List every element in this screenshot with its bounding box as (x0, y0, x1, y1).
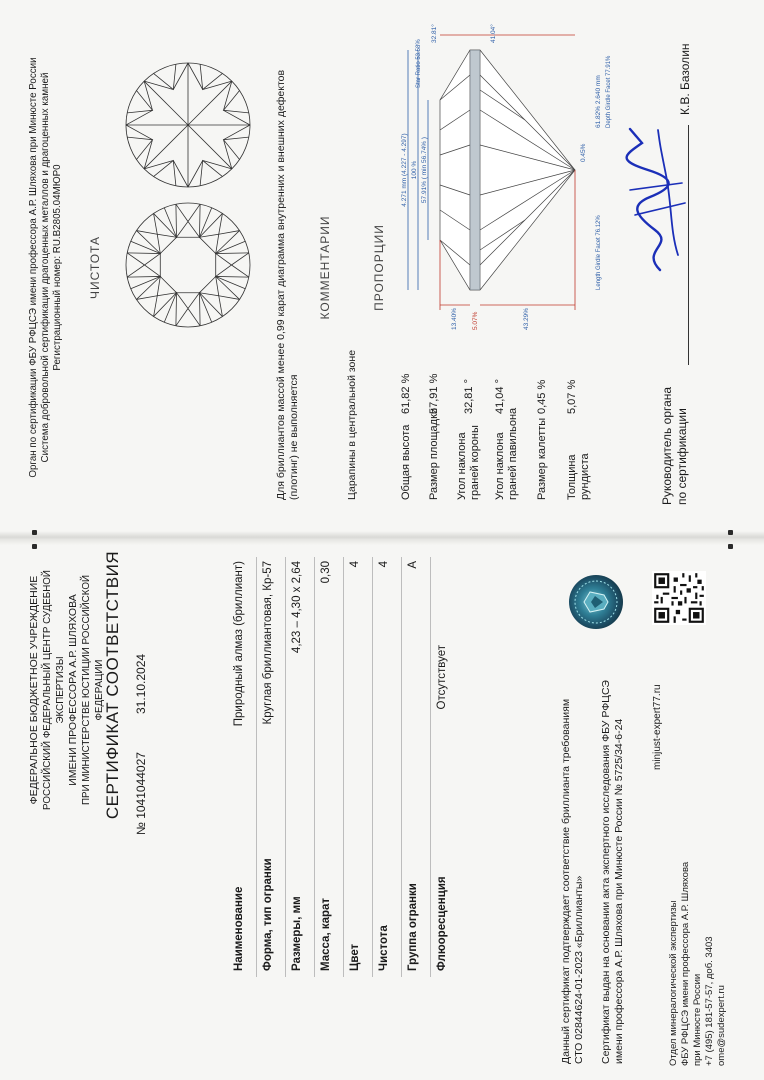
diamond-profile-diagram (400, 15, 615, 350)
depth-label: 61.82% 2.640 mm (595, 75, 602, 128)
statement-line: СТО 02844624-01-2023 «Бриллианты» (573, 875, 585, 1064)
culet-label: 0.45% (580, 143, 587, 162)
note-line: (плотинг) не выполняется (288, 374, 300, 500)
proportions-title: ПРОПОРЦИИ (372, 224, 386, 311)
row-label: Флюоресценция (436, 876, 448, 971)
row-value: А (407, 561, 419, 569)
table-row (228, 557, 257, 977)
proportion-label: Угол наклона (456, 432, 468, 500)
issue-line: имени профессора А.Р. Шляхова при Минюсте России № 5725/34-6-24 (613, 718, 625, 1064)
proportion-value: 57,91 % (428, 373, 440, 414)
girdle-label: 5.07% (472, 311, 479, 330)
table-row (402, 557, 431, 977)
table-row (431, 557, 459, 977)
issue-line: Сертификат выдан на основании акта экспертного исследования ФБУ РФЦСЭ (600, 680, 612, 1064)
proportion-value: 0,45 % (536, 379, 548, 414)
issuer-line: РОССИЙСКИЙ ФЕДЕРАЛЬНЫЙ ЦЕНТР СУДЕБНОЙ ЭКСПЕРТИЗЫ (42, 570, 66, 810)
row-label: Наименование (233, 886, 245, 971)
handwritten-signature-icon (600, 125, 710, 275)
length-words-label: Length Girdle Facet 76.12% (596, 215, 602, 290)
proportion-value: 61,82 % (400, 373, 412, 414)
body-line: Регистрационный номер: RU.В2805.04МЮР0 (52, 164, 63, 371)
table-row (257, 557, 286, 977)
diamond-bottom-view-icon (118, 55, 258, 195)
row-label: Форма, тип огранки (262, 858, 274, 971)
gem-attributes-table (228, 547, 468, 977)
depth-words-label: Depth Girdle Facet 77.91% (606, 55, 612, 128)
proportions-page (0, 0, 764, 535)
table-row (344, 557, 373, 977)
signature-title (660, 387, 690, 505)
signer-name: К.В. Базолин (678, 43, 692, 115)
issue-basis (600, 680, 626, 1064)
signature-title-line: Руководитель органа (660, 386, 674, 505)
table-row (315, 557, 344, 977)
crown-height-label: 13.40% (451, 307, 458, 330)
comment-text: Царапины в центральной зоне (346, 349, 358, 500)
proportion-label: граней павильона (507, 407, 519, 500)
note-line: Для бриллиантов массой менее 0,99 карат диаграмма внутренних и внешних дефектов (275, 69, 287, 500)
proportion-row (456, 370, 482, 500)
contact-block (668, 862, 728, 1066)
certificate-number: № 1041044027 (134, 752, 148, 835)
body-line: Орган по сертификации ФБУ РФЦСЭ имени профессора А.Р. Шляхова при Минюсте России (28, 57, 39, 478)
contact-line: Отдел минералогической экспертизы (668, 900, 679, 1066)
signature-title-line: по сертификации (675, 408, 689, 505)
qr-code-icon[interactable] (652, 571, 706, 625)
contact-line: при Минюсте России (692, 973, 703, 1066)
website-link[interactable]: minjust-expert77.ru (652, 684, 663, 770)
table-row (373, 557, 402, 977)
clarity-title: ЧИСТОТА (88, 236, 102, 299)
proportion-label: Толщина (566, 454, 578, 500)
pavilion-angle-label: 41.04° (490, 24, 497, 43)
row-value: 4,23 – 4,30 x 2,64 (291, 561, 303, 654)
plotting-note (275, 20, 301, 500)
proportion-value: 32,81 ° (463, 379, 475, 414)
row-label: Масса, карат (320, 897, 332, 971)
row-value: 4 (378, 561, 390, 568)
proportions-list (400, 360, 630, 500)
diamond-top-view-icon (118, 195, 258, 335)
hologram-seal-icon (568, 574, 624, 630)
crown-angle-label: 32.81° (431, 24, 438, 43)
compliance-statement (560, 699, 586, 1064)
table-size-label: 57.91% ( min 56.74% ) (421, 136, 428, 204)
proportion-value: 5,07 % (566, 379, 578, 414)
contact-line: +7 (495) 181-57-57, доб. 3403 (704, 936, 715, 1066)
contact-line: ФБУ РФЦСЭ имени профессора А.Р. Шляхова (680, 861, 691, 1066)
star-ratio-label: Star Ratio 53.58% (416, 39, 422, 88)
row-label: Чистота (378, 925, 390, 971)
table-row (286, 557, 315, 977)
proportion-row (400, 370, 413, 500)
proportion-label: граней короны (469, 425, 481, 500)
row-value: 0,30 (320, 561, 332, 584)
row-value: Природный алмаз (бриллиант) (233, 561, 245, 727)
proportion-label: Общая высота (400, 424, 412, 500)
certificate-page (0, 545, 764, 1080)
pavilion-depth-label: 43.29% (523, 307, 530, 330)
issuer-line: ИМЕНИ ПРОФЕССОРА А.Р. ШЛЯХОВА (67, 594, 79, 786)
hundred-percent-label: 100 % (411, 160, 418, 180)
proportion-label: Размер площадки (428, 407, 440, 500)
proportion-row (566, 370, 592, 500)
proportion-row (536, 370, 549, 500)
diameter-label: 4.271 mm (4.227 - 4.297) (401, 133, 408, 207)
proportion-row (428, 370, 441, 500)
proportion-label: Угол наклона (494, 432, 506, 500)
certificate-title: СЕРТИФИКАТ СООТВЕТСТВИЯ (103, 550, 122, 820)
certificate-date: 31.10.2024 (134, 653, 148, 714)
row-value: 4 (349, 561, 361, 568)
row-label: Цвет (349, 943, 361, 971)
proportion-row (494, 370, 520, 500)
issuer-header (28, 565, 106, 815)
statement-line: Данный сертификат подтверждает соответствие бриллианта требованиям (560, 698, 572, 1064)
proportion-label: Размер калетты (536, 417, 548, 500)
comments-title: КОММЕНТАРИИ (318, 215, 332, 320)
row-value: Круглая бриллиантовая, Кр-57 (262, 561, 274, 725)
row-label: Группа огранки (407, 883, 419, 971)
body-line: Система добровольной сертификации драгоценных металлов и драгоценных камней (40, 72, 51, 463)
issuer-line: ПРИ МИНИСТЕРСТВЕ ЮСТИЦИИ РОССИЙСКОЙ ФЕДЕРАЦИИ (81, 575, 105, 805)
issuer-line: ФЕДЕРАЛЬНОЕ БЮДЖЕТНОЕ УЧРЕЖДЕНИЕ (28, 575, 40, 805)
row-label: Размеры, мм (291, 896, 303, 971)
proportion-label: рундиста (579, 453, 591, 500)
contact-line: ome@sudexpert.ru (716, 985, 727, 1066)
proportion-value: 41,04 ° (494, 379, 506, 414)
row-value: Отсутствует (436, 645, 448, 710)
certification-body-header (28, 0, 64, 535)
